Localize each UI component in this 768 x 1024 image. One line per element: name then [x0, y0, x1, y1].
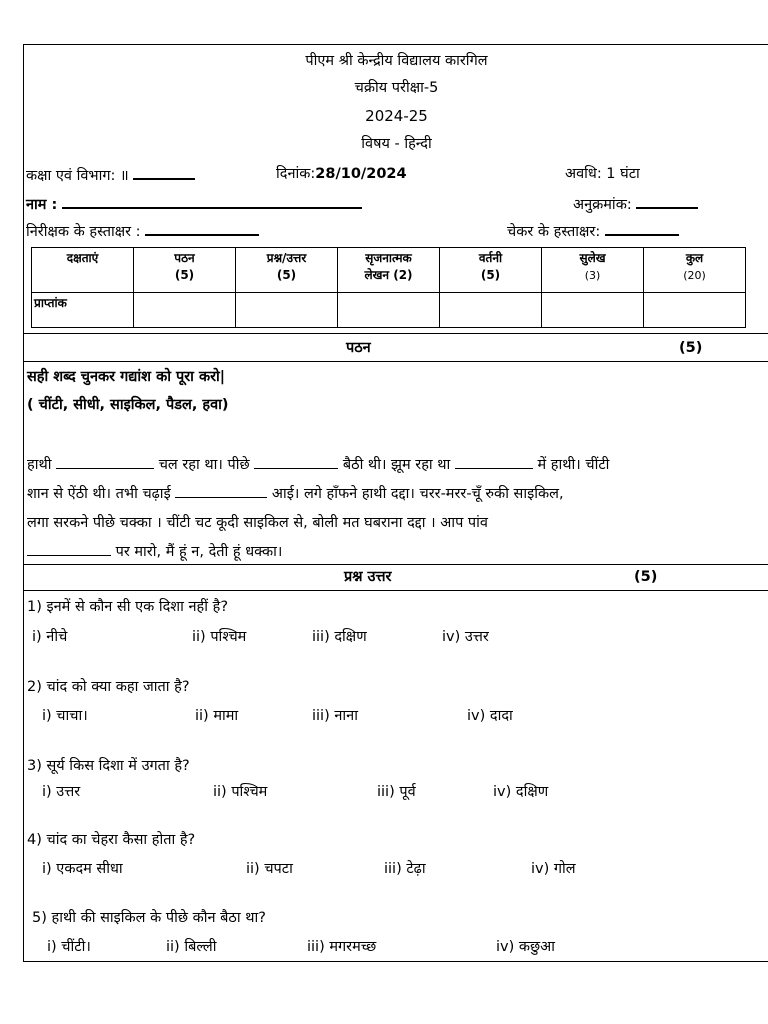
- marks-cell-handwriting[interactable]: [542, 293, 644, 328]
- checker-blank[interactable]: [605, 220, 679, 236]
- q4-option-1[interactable]: i) एकदम सीधा: [42, 861, 123, 877]
- q3-option-4[interactable]: iv) दक्षिण: [493, 784, 549, 800]
- reading-instruction: सही शब्द चुनकर गद्यांश को पूरा करो|: [27, 369, 226, 385]
- divider: [24, 361, 768, 362]
- marks-header-row: [32, 248, 746, 293]
- exam-paper: [23, 44, 768, 962]
- q3-option-3[interactable]: iii) पूर्व: [377, 784, 416, 800]
- date-label: दिनांक:: [276, 166, 316, 182]
- class-label: कक्षा एवं विभाग: ॥: [26, 168, 129, 184]
- q3-option-1[interactable]: i) उत्तर: [42, 784, 81, 800]
- divider: [24, 590, 768, 591]
- divider: [24, 564, 768, 565]
- roll-label: अनुक्रमांक:: [573, 197, 632, 213]
- date-field: [276, 164, 407, 184]
- q3-option-2[interactable]: ii) पश्चिम: [213, 784, 268, 800]
- fill-blank-1[interactable]: [56, 452, 154, 469]
- school-name: पीएम श्री केन्द्रीय विद्यालय कारगिल: [305, 53, 488, 69]
- q4-option-2[interactable]: ii) चपटा: [246, 861, 293, 877]
- invigilator-field: [26, 220, 259, 242]
- spelling-header: वर्तनी (5): [440, 248, 542, 293]
- question-5: 5) हाथी की साइकिल के पीछे कौन बैठा था?: [32, 910, 266, 926]
- q4-option-3[interactable]: iii) टेढ़ा: [384, 861, 426, 877]
- passage-line-1: हाथी चल रहा था। पीछे बैठी थी। झूम रहा था में हाथी। चींटी: [27, 451, 768, 480]
- q1-option-4[interactable]: iv) उत्तर: [442, 629, 489, 645]
- question-2: 2) चांद को क्या कहा जाता है?: [27, 679, 190, 695]
- fill-blank-5[interactable]: [27, 539, 111, 556]
- fill-blank-4[interactable]: [175, 481, 267, 498]
- q5-option-3[interactable]: iii) मगरमच्छ: [307, 939, 377, 955]
- question-3: 3) सूर्य किस दिशा में उगता है?: [27, 758, 190, 774]
- marks-cell-creative[interactable]: [338, 293, 440, 328]
- roll-blank[interactable]: [636, 193, 698, 209]
- q1-option-1[interactable]: i) नीचे: [32, 629, 68, 645]
- q2-option-1[interactable]: i) चाचा।: [42, 708, 88, 724]
- checker-label: चेकर के हस्ताक्षर:: [507, 224, 601, 240]
- passage: [27, 451, 768, 567]
- subject-line: विषय - हिन्दी: [361, 136, 432, 152]
- checker-field: [507, 220, 679, 242]
- qa-header: प्रश्न/उत्तर (5): [236, 248, 338, 293]
- marks-cell-reading[interactable]: [134, 293, 236, 328]
- word-choices: ( चींटी, सीधी, साइकिल, पैडल, हवा): [27, 397, 229, 413]
- date-value: 28/10/2024: [315, 166, 407, 182]
- creative-writing-header: सृजनात्मक लेखन (2): [338, 248, 440, 293]
- fill-blank-3[interactable]: [455, 452, 533, 469]
- exam-title: चक्रीय परीक्षा-5: [354, 80, 439, 96]
- q5-option-1[interactable]: i) चींटी।: [47, 939, 91, 955]
- section-qa-title: प्रश्न उत्तर: [344, 569, 392, 585]
- name-field: [26, 193, 362, 215]
- q2-option-4[interactable]: iv) दादा: [467, 708, 513, 724]
- handwriting-header: सुलेख (3): [542, 248, 644, 293]
- section-qa-marks: (5): [634, 569, 658, 585]
- roll-field: [573, 193, 698, 215]
- section-reading-marks: (5): [679, 340, 703, 356]
- marks-table: [31, 247, 746, 328]
- total-header: कुल (20): [644, 248, 746, 293]
- marks-obtained-label: प्राप्तांक: [32, 293, 134, 328]
- q1-option-2[interactable]: ii) पश्चिम: [192, 629, 247, 645]
- question-4: 4) चांद का चेहरा कैसा होता है?: [27, 832, 196, 848]
- marks-cell-qa[interactable]: [236, 293, 338, 328]
- competency-header: दक्षताएं: [32, 248, 134, 293]
- marks-cell-total[interactable]: [644, 293, 746, 328]
- q2-option-3[interactable]: iii) नाना: [312, 708, 358, 724]
- marks-obtained-row: [32, 293, 746, 328]
- invigilator-blank[interactable]: [145, 220, 259, 236]
- name-label: नाम :: [26, 197, 58, 213]
- q5-option-4[interactable]: iv) कछुआ: [496, 939, 555, 955]
- fill-blank-2[interactable]: [254, 452, 338, 469]
- class-blank[interactable]: [133, 164, 195, 180]
- passage-line-4: पर मारो, मैं हूं न, देती हूं धक्का।: [27, 538, 768, 567]
- passage-line-2: शान से ऐंठी थी। तभी चढ़ाई आई। लगे हाँफने हाथी दद्दा। चरर-मरर-चूँ रुकी साइकिल,: [27, 480, 768, 509]
- exam-year: 2024-25: [365, 107, 428, 125]
- q5-option-2[interactable]: ii) बिल्ली: [166, 939, 217, 955]
- marks-cell-spelling[interactable]: [440, 293, 542, 328]
- reading-header: पठन (5): [134, 248, 236, 293]
- q4-option-4[interactable]: iv) गोल: [531, 861, 576, 877]
- q1-option-3[interactable]: iii) दक्षिण: [312, 629, 367, 645]
- q2-option-2[interactable]: ii) मामा: [195, 708, 239, 724]
- invigilator-label: निरीक्षक के हस्ताक्षर :: [26, 224, 141, 240]
- passage-line-3: लगा सरकने पीछे चक्का । चींटी चट कूदी साइकिल से, बोली मत घबराना दद्दा । आप पांव: [27, 515, 488, 531]
- divider: [24, 333, 768, 334]
- duration: अवधि: 1 घंटा: [565, 166, 640, 182]
- class-field: [26, 164, 195, 186]
- name-blank[interactable]: [62, 193, 362, 209]
- question-1: 1) इनमें से कौन सी एक दिशा नहीं है?: [27, 599, 229, 615]
- section-reading-title: पठन: [346, 340, 371, 356]
